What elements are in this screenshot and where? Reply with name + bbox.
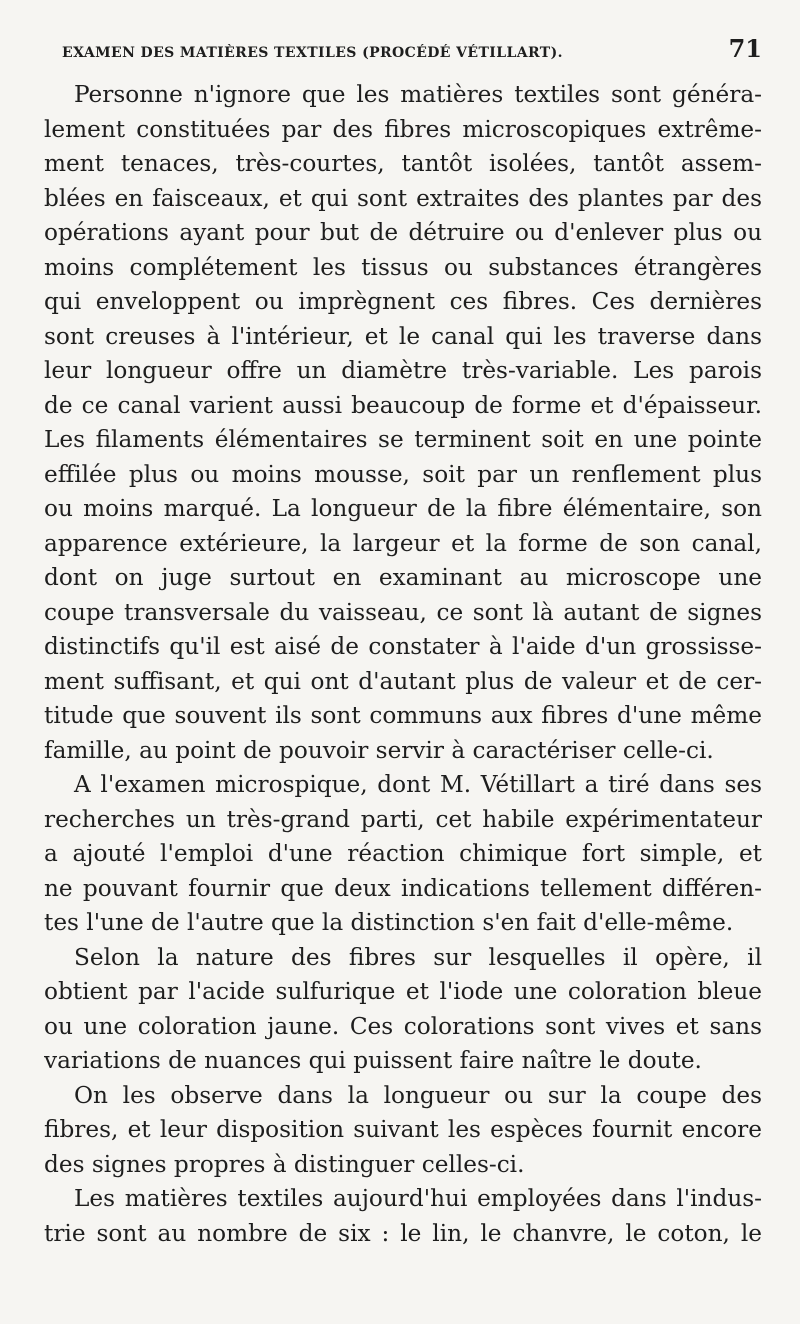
text-line: blées en faisceaux, et qui sont extraites des plantes par des	[44, 184, 762, 212]
text-line: coupe transversale du vaisseau, ce sont là autant de signes	[44, 598, 762, 626]
running-title: EXAMEN DES MATIÈRES TEXTILES (PROCÉDÉ VÉTILLART).	[62, 45, 563, 61]
text-line: ne pouvant fournir que deux indications tellement différen-	[44, 874, 762, 902]
text-line: distinctifs qu'il est aisé de constater à l'aide d'un grossisse-	[44, 633, 762, 660]
text-line: qui enveloppent ou imprègnent ces fibres. Ces dernières	[44, 288, 762, 315]
text-line: Selon la nature des fibres sur lesquelles il opère, il	[74, 943, 762, 971]
body-text	[44, 78, 762, 1251]
text-line: recherches un très-grand parti, cet habile expérimentateur	[44, 805, 762, 833]
text-line: obtient par l'acide sulfurique et l'iode une coloration bleue	[44, 978, 762, 1005]
text-line: On les observe dans la longueur ou sur la coupe des	[74, 1081, 762, 1109]
running-head	[44, 34, 762, 78]
text-line: A l'examen microspique, dont M. Vétillart a tiré dans ses	[74, 771, 762, 798]
text-line: titude que souvent ils sont communs aux fibres d'une même	[44, 702, 762, 729]
text-line: apparence extérieure, la largeur et la forme de son canal,	[44, 529, 762, 557]
text-line: ment tenaces, très-courtes, tantôt isolées, tantôt assem-	[44, 150, 762, 177]
text-line: opérations ayant pour but de détruire ou d'enlever plus ou	[44, 219, 762, 246]
text-line: sont creuses à l'intérieur, et le canal qui les traverse dans	[44, 322, 762, 350]
text-line: fibres, et leur disposition suivant les espèces fournit encore	[44, 1116, 762, 1143]
text-line: effilée plus ou moins mousse, soit par un renflement plus	[44, 460, 762, 488]
text-line: a ajouté l'emploi d'une réaction chimique fort simple, et	[44, 840, 762, 867]
text-line: leur longueur offre un diamètre très-variable. Les parois	[44, 357, 762, 384]
text-line: dont on juge surtout en examinant au microscope une	[44, 564, 762, 591]
text-line: ou moins marqué. La longueur de la fibre élémentaire, son	[44, 495, 762, 522]
text-line: tes l'une de l'autre que la distinction s'en fait d'elle-même.	[44, 909, 734, 936]
text-line: trie sont au nombre de six : le lin, le chanvre, le coton, le	[44, 1219, 762, 1247]
page-number: 71	[728, 34, 762, 63]
text-line: variations de nuances qui puissent faire naître le doute.	[44, 1047, 702, 1074]
text-line: moins complétement les tissus ou substances étrangères	[44, 253, 762, 281]
text-line: famille, au point de pouvoir servir à caractériser celle-ci.	[44, 736, 714, 764]
text-line: Les filaments élémentaires se terminent soit en une pointe	[44, 426, 762, 453]
text-line: des signes propres à distinguer celles-ci.	[44, 1150, 525, 1178]
text-line: de ce canal varient aussi beaucoup de forme et d'épaisseur.	[44, 391, 762, 419]
text-line: Les matières textiles aujourd'hui employées dans l'indus-	[74, 1185, 762, 1212]
text-line: ment suffisant, et qui ont d'autant plus de valeur et de cer-	[44, 667, 762, 695]
text-line: ou une coloration jaune. Ces colorations sont vives et sans	[44, 1012, 762, 1040]
text-line: Personne n'ignore que les matières textiles sont généra-	[74, 81, 762, 108]
text-line: lement constituées par des fibres microscopiques extrême-	[44, 115, 762, 143]
